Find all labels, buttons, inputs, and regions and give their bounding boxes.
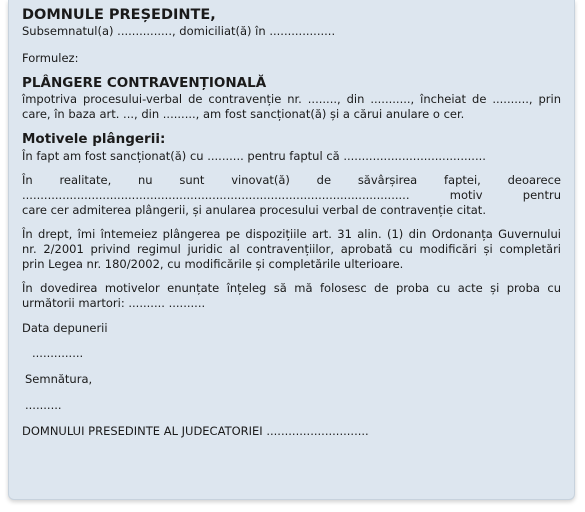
motive-heading: Motivele plângerii: — [22, 131, 166, 147]
in-fapt-line: În fapt am fost sancționat(ă) cu .......... pentru faptul că ....................................... — [22, 149, 486, 163]
addressee-line: DOMNULUI PRESEDINTE AL JUDECATORIEI ............................ — [22, 424, 369, 438]
document-title: DOMNULE PREȘEDINTE, — [22, 7, 216, 23]
realitate-paragraph — [22, 173, 561, 218]
in-drept-line: În drept, îmi întemeiez plângerea pe dispozițiile art. 31 alin. (1) din Ordonanța Guvernului — [22, 227, 561, 241]
semnatura-dots: .......... — [25, 398, 62, 412]
impotriva-line: împotriva procesului-verbal de contravenție nr. ........, din ..........., încheiat de .........., prin — [22, 92, 561, 106]
realitate-line: .......................................................................................................... motiv pentru — [22, 188, 561, 202]
realitate-line: În realitate, nu sunt vinovat(ă) de săvârșirea faptei, deoarece — [22, 173, 561, 187]
data-depunerii-label: Data depunerii — [22, 321, 108, 335]
in-drept-line: nr. 2/2001 privind regimul juridic al contravențiilor, aprobată cu modificări și completări — [22, 242, 561, 256]
complaint-form-document — [8, 0, 575, 500]
dovedire-line: următorii martori: .......... .......... — [22, 296, 206, 310]
dovedire-paragraph — [22, 281, 561, 311]
subsemnatul-line: Subsemnatul(a) ..............., domiciliat(ă) în .................. — [22, 24, 336, 38]
realitate-line: care cer admiterea plângerii, și anularea procesului verbal de contravenție citat. — [22, 203, 486, 217]
formulez-label: Formulez: — [22, 51, 79, 65]
semnatura-label: Semnătura, — [25, 372, 93, 386]
impotriva-paragraph — [22, 92, 561, 122]
plangere-heading: PLÂNGERE CONTRAVENȚIONALĂ — [22, 75, 267, 91]
data-depunerii-dots: .............. — [32, 346, 84, 360]
in-drept-paragraph — [22, 227, 561, 272]
dovedire-line: În dovedirea motivelor enunțate înțeleg să mă folosesc de proba cu acte și proba cu — [22, 281, 561, 295]
impotriva-line: care, în baza art. ..., din ........., am fost sancționat(ă) și a cărui anulare o cer. — [22, 107, 465, 121]
in-drept-line: prin Legea nr. 180/2002, cu modificările și completările ulterioare. — [22, 257, 404, 271]
